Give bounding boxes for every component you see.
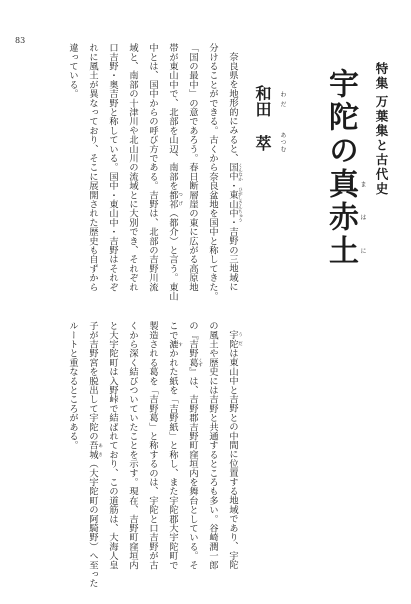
- body-column: 「国の最中」の意であろう。春日断層崖の東に広がる高原地: [187, 43, 198, 292]
- body-column: 製造される葛を「吉野葛」と称するのは、宇陀と口吉野が古: [147, 321, 158, 570]
- body-column: 宇陀は東山中と吉野との中間に位置する地域であり、宇陀: [227, 330, 238, 570]
- body-column: 分けることができる。古くから奈良盆地を国中と称してきた。: [207, 43, 218, 301]
- lower-text-tier: [0, 321, 411, 596]
- furigana: あき: [97, 443, 103, 462]
- author-family-name: 和田: [253, 85, 272, 117]
- furigana: くず: [197, 358, 203, 368]
- body-column: ルートと重なるところがある。: [67, 321, 78, 450]
- body-column: と大宇陀町は入野峠で結ばれており、この道筋は、大海人皇: [107, 321, 118, 570]
- body-column: こで漉かれた紙を「吉野紙」と称し、また宇陀郡大宇陀町で: [167, 321, 178, 570]
- furigana: くんなか: [237, 162, 243, 181]
- article-title: 宇陀の真赤土: [323, 68, 358, 268]
- author-given-furigana: あつむ: [279, 132, 286, 153]
- body-column: くから深く結びついていたことを示す。現在、吉野町窪垣内: [127, 321, 138, 570]
- furigana: す: [177, 342, 183, 347]
- page-number: 83: [15, 36, 26, 45]
- body-column: 奈良県を地形的にみると、国中・東山中・吉野の三地域に: [227, 52, 238, 292]
- upper-text-tier: [0, 43, 411, 305]
- furigana: つげ: [177, 192, 183, 211]
- body-column: 口吉野・奥吉野と称している。国中・東山中・吉野はそれぞ: [107, 43, 118, 292]
- body-column: 帯が東山中で、北部を山辺、南部を都祁（都介）と言う。東山: [167, 43, 178, 301]
- furigana: ひがしさんちゅう: [237, 186, 243, 222]
- author-family-furigana: わだ: [279, 91, 286, 111]
- body-column: の風土や歴史には吉野と共通するところも多い。谷崎潤一郎: [207, 321, 218, 570]
- series-label: 万葉集と古代史: [374, 95, 389, 197]
- title-furigana: まはに: [359, 181, 366, 281]
- body-column: れに風土が異なっており、そこに展開された歴史も自ずから: [87, 43, 98, 292]
- body-column: 中とは、国中からの呼び方である。吉野は、北部の吉野川流: [147, 43, 158, 292]
- furigana: うだ: [237, 332, 243, 351]
- body-column: 違っている。: [67, 43, 78, 99]
- body-column: の『吉野葛』は、吉野郡吉野町窪垣内を舞台としている。そ: [187, 321, 198, 570]
- author-given-name: 萃: [253, 135, 272, 151]
- section-label: 特集: [374, 62, 389, 91]
- body-column: 子が吉野宮を脱出して宇陀の吾城（大宇陀町の阿騎野）へ至った: [87, 321, 98, 588]
- body-column: 域と、南部の十津川や北山川の流域とに大別でき、それぞれ: [127, 43, 138, 292]
